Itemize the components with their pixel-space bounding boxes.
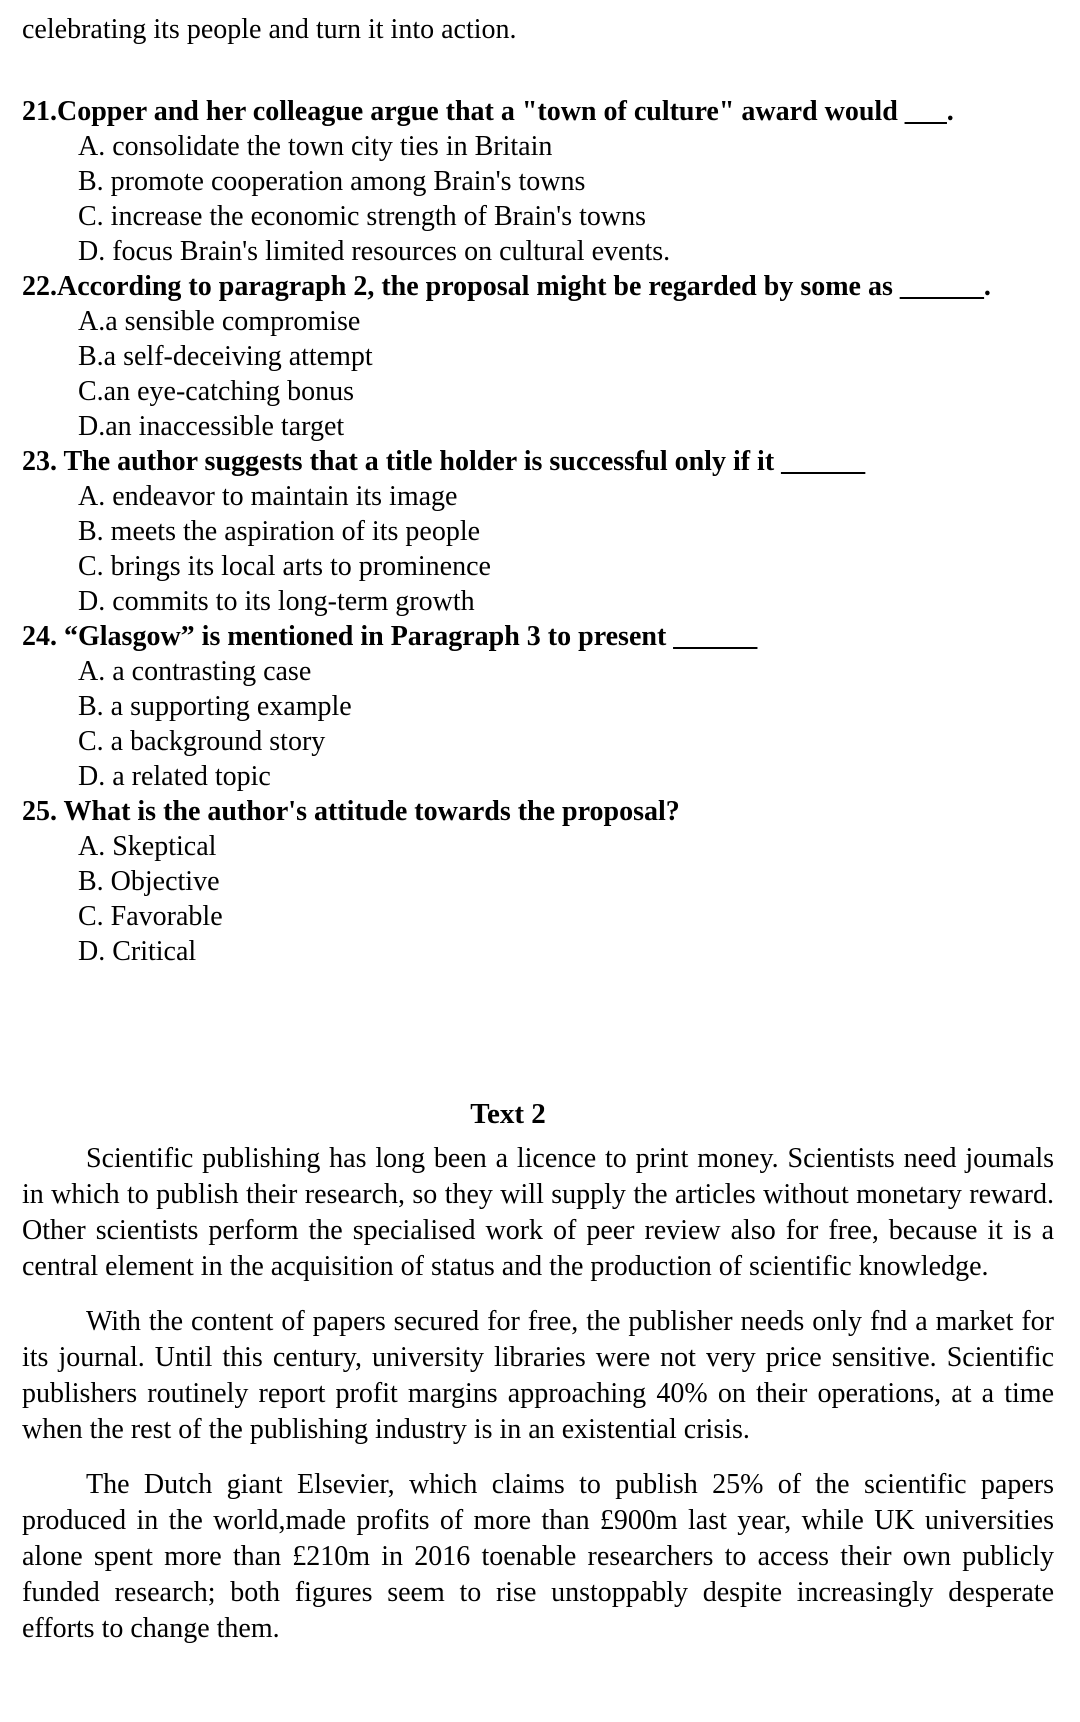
question-25	[22, 794, 1054, 969]
question-24	[22, 619, 1054, 794]
question-21	[22, 94, 1054, 269]
question-22-option-d: D.an inaccessible target	[78, 411, 345, 442]
text2-section	[22, 1097, 1054, 1647]
question-25-option-b: B. Objective	[78, 866, 220, 897]
leading-text: celebrating its people and turn it into action.	[22, 14, 517, 45]
question-list	[22, 94, 1054, 969]
text2-paragraph-3: The Dutch giant Elsevier, which claims to publish 25% of the scientific papers produced in the world,made profits of more than £900m last year, while UK universities alone spent more than £210m in 2016 toenable researchers to access their own publicly funded research; both figures seem to rise unstoppably despite increasingly desperate efforts to change them.	[22, 1469, 1054, 1644]
question-21-option-c: C. increase the economic strength of Brain's towns	[78, 201, 647, 232]
question-25-option-a: A. Skeptical	[78, 831, 217, 862]
question-24-option-a: A. a contrasting case	[78, 656, 312, 687]
text2-heading: Text 2	[470, 1098, 546, 1130]
question-24-option-c: C. a background story	[78, 726, 326, 757]
question-22	[22, 269, 1054, 444]
question-23	[22, 444, 1054, 619]
question-21-option-d: D. focus Brain's limited resources on cultural events.	[78, 236, 671, 267]
question-21-stem: 21.Copper and her colleague argue that a "town of culture" award would ___.	[22, 96, 954, 127]
text2-paragraph-1: Scientific publishing has long been a licence to print money. Scientists need joumals in which to publish their research, so they will supply the articles without monetary reward. Other scientists perform the specialised work of peer review also for free, because it is a central element in the acquisition of status and the production of scientific knowledge.	[22, 1143, 1054, 1282]
question-25-stem: 25. What is the author's attitude towards the proposal?	[22, 796, 680, 827]
question-21-option-b: B. promote cooperation among Brain's towns	[78, 166, 586, 197]
question-24-option-b: B. a supporting example	[78, 691, 352, 722]
question-24-stem: 24. “Glasgow” is mentioned in Paragraph 3 to present ______	[22, 621, 758, 652]
text2-paragraph-2: With the content of papers secured for free, the publisher needs only fnd a market for its journal. Until this century, university libraries were not very price sensitive. Scientific publishers routinely report profit margins approaching 40% on their operations, at a time when the rest of the publishing industry is in an existential crisis.	[22, 1306, 1054, 1445]
question-23-option-b: B. meets the aspiration of its people	[78, 516, 481, 547]
question-22-option-b: B.a self-deceiving attempt	[78, 341, 373, 372]
question-24-option-d: D. a related topic	[78, 761, 271, 792]
question-22-stem: 22.According to paragraph 2, the proposal might be regarded by some as ______.	[22, 271, 991, 302]
question-21-option-a: A. consolidate the town city ties in Britain	[78, 131, 553, 162]
question-23-stem: 23. The author suggests that a title holder is successful only if it ______	[22, 446, 866, 477]
question-22-option-a: A.a sensible compromise	[78, 306, 361, 337]
question-25-option-c: C. Favorable	[78, 901, 223, 932]
question-23-option-a: A. endeavor to maintain its image	[78, 481, 458, 512]
question-25-option-d: D. Critical	[78, 936, 197, 967]
question-23-option-c: C. brings its local arts to prominence	[78, 551, 491, 582]
question-23-option-d: D. commits to its long-term growth	[78, 586, 475, 617]
question-22-option-c: C.an eye-catching bonus	[78, 376, 355, 407]
